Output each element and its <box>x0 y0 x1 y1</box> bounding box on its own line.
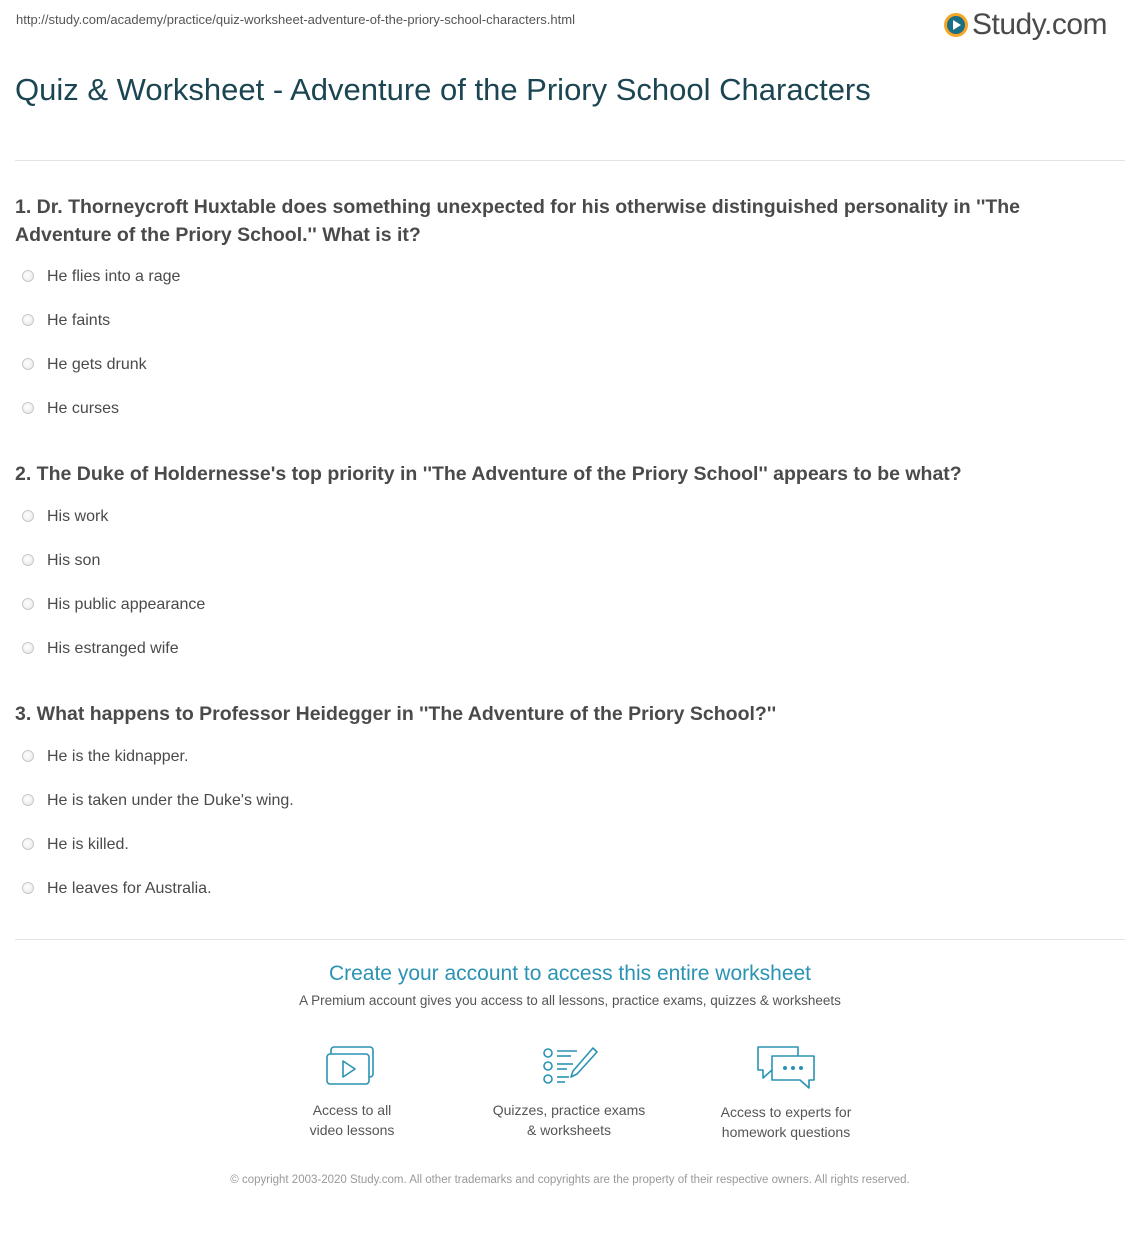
copyright-text: © copyright 2003-2020 Study.com. All other trademarks and copyrights are the property of their respective owners. All rights reserved. <box>230 1174 910 1186</box>
page-url: http://study.com/academy/practice/quiz-worksheet-adventure-of-the-priory-school-characters.html <box>16 12 575 27</box>
answer-label: He curses <box>47 400 120 417</box>
answer-label: His son <box>47 552 101 569</box>
question-3: 3. What happens to Professor Heidegger in ''The Adventure of the Priory School?'' <box>15 703 777 725</box>
feature-label: Access to all video lessons <box>309 1102 395 1138</box>
feature-label: Access to experts for homework questions <box>720 1104 852 1140</box>
answer-option[interactable] <box>22 638 179 660</box>
answer-label: He faints <box>47 312 111 329</box>
quiz-checklist-icon <box>539 1044 599 1088</box>
radio-button[interactable] <box>22 838 34 850</box>
answer-option[interactable] <box>22 354 147 376</box>
premium-description: A Premium account gives you access to all lessons, practice exams, quizzes & worksheets <box>299 993 841 1008</box>
create-account-link[interactable]: Create your account to access this entire worksheet <box>328 962 812 985</box>
answer-option[interactable] <box>22 746 188 768</box>
answer-label: His work <box>47 508 109 525</box>
answer-label: His public appearance <box>47 596 206 613</box>
page-header <box>0 0 1140 60</box>
questions-divider <box>15 939 1125 940</box>
answer-option[interactable] <box>22 878 212 900</box>
question-1: 1. Dr. Thorneycroft Huxtable does something unexpected for his otherwise distinguished personality in ''The Adventure of the Priory School.'' What is it? <box>15 196 1021 246</box>
radio-button[interactable] <box>22 642 34 654</box>
feature-quizzes <box>489 1044 649 1140</box>
answer-option[interactable] <box>22 310 110 332</box>
answer-label: He is the kidnapper. <box>47 748 189 765</box>
radio-button[interactable] <box>22 402 34 414</box>
question-2: 2. The Duke of Holdernesse's top priority in ''The Adventure of the Priory School'' appears to be what? <box>15 463 962 485</box>
chat-bubbles-icon <box>754 1044 818 1090</box>
feature-experts <box>706 1044 866 1142</box>
answer-option[interactable] <box>22 550 100 572</box>
feature-label: Quizzes, practice exams & worksheets <box>492 1102 646 1138</box>
answer-label: He is taken under the Duke's wing. <box>47 792 294 809</box>
answer-option[interactable] <box>22 266 180 288</box>
answer-label: He is killed. <box>47 836 129 853</box>
study-logo[interactable] <box>944 6 1107 44</box>
answer-option[interactable] <box>22 834 129 856</box>
answer-label: He gets drunk <box>47 356 147 373</box>
answer-label: His estranged wife <box>47 640 179 657</box>
answer-option[interactable] <box>22 594 205 616</box>
radio-button[interactable] <box>22 314 34 326</box>
radio-button[interactable] <box>22 554 34 566</box>
radio-button[interactable] <box>22 358 34 370</box>
radio-button[interactable] <box>22 750 34 762</box>
answer-option[interactable] <box>22 790 294 812</box>
radio-button[interactable] <box>22 270 34 282</box>
page-title: Quiz & Worksheet - Adventure of the Priory School Characters <box>15 72 871 107</box>
radio-button[interactable] <box>22 794 34 806</box>
answer-label: He leaves for Australia. <box>47 880 212 897</box>
radio-button[interactable] <box>22 598 34 610</box>
play-logo-icon <box>944 13 968 37</box>
feature-video-lessons <box>272 1044 432 1140</box>
answer-label: He flies into a rage <box>47 268 181 285</box>
radio-button[interactable] <box>22 882 34 894</box>
answer-option[interactable] <box>22 506 108 528</box>
video-lessons-icon <box>324 1044 380 1088</box>
logo-text: Study.com <box>972 8 1107 41</box>
title-divider <box>15 160 1125 161</box>
radio-button[interactable] <box>22 510 34 522</box>
answer-option[interactable] <box>22 398 119 420</box>
